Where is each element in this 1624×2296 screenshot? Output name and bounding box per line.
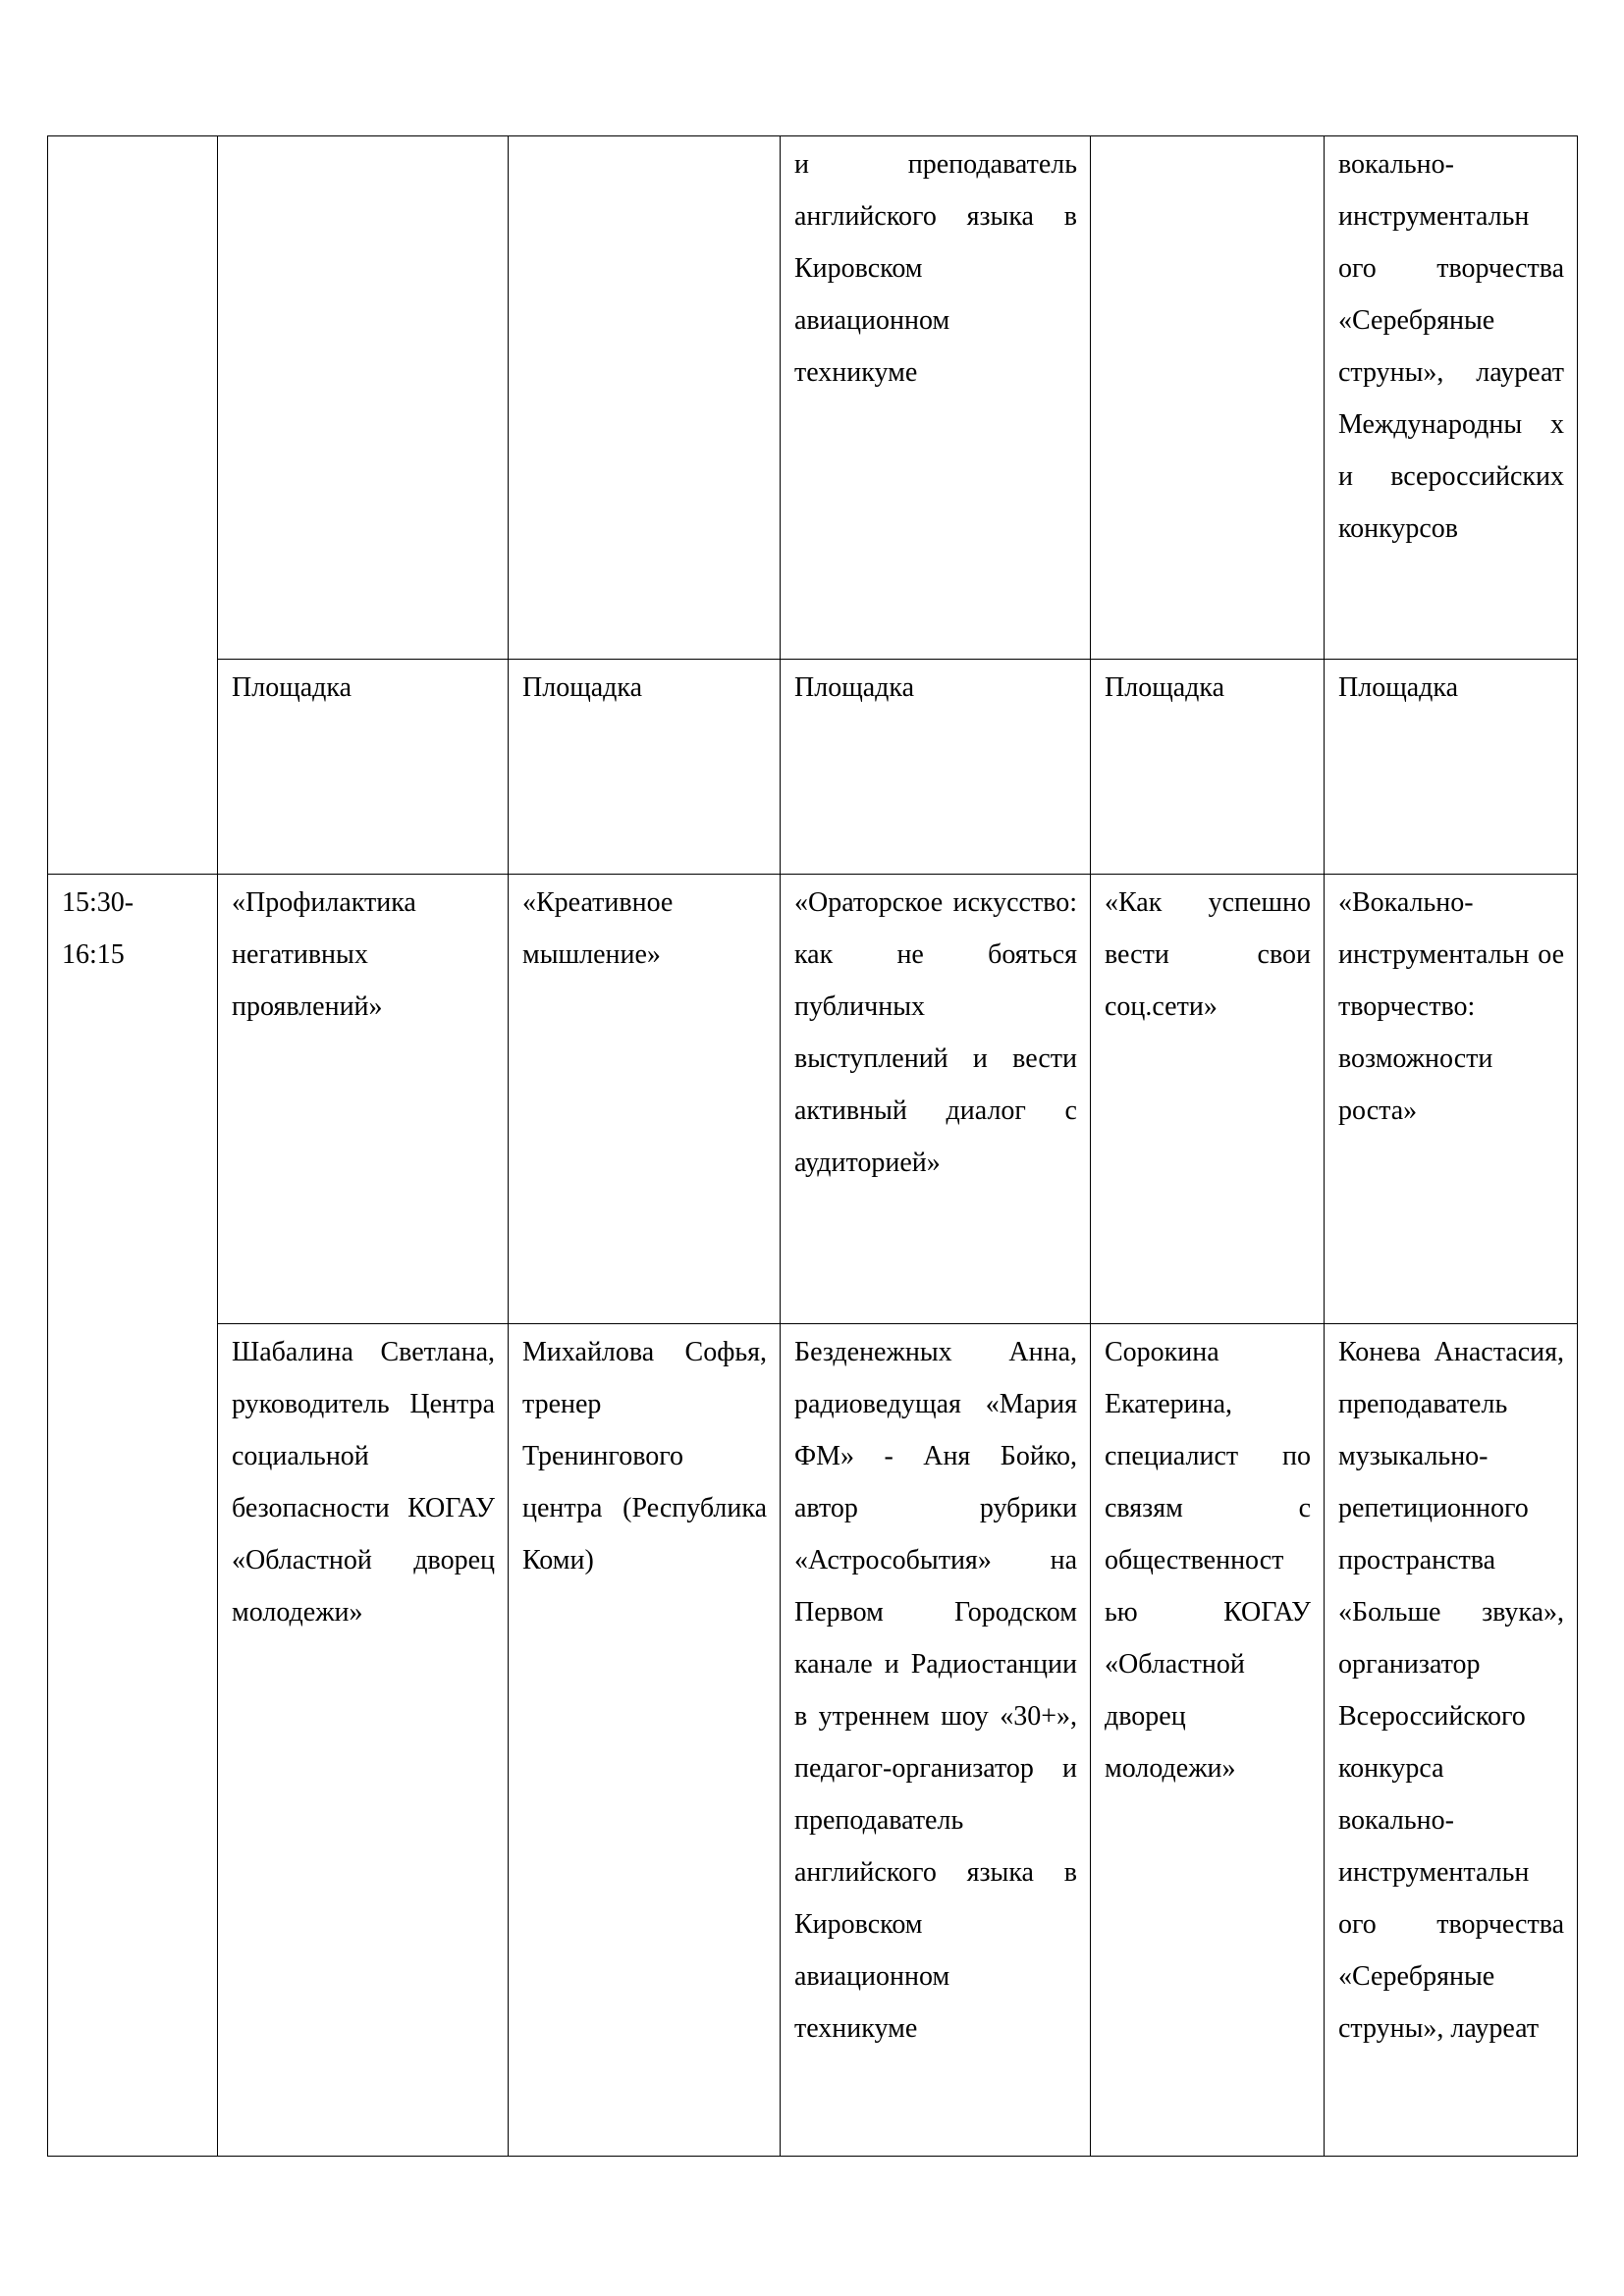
venue-label: Площадка xyxy=(1338,672,1459,703)
speaker-cell xyxy=(1091,1324,1325,2157)
venue-label: Площадка xyxy=(794,672,915,703)
topic-cell xyxy=(509,875,781,1324)
table-row-continuation xyxy=(48,136,1578,660)
speaker-info: Шабалина Светлана, руководитель Центра социальной безопасности КОГАУ «Областной дворец молодежи» xyxy=(232,1337,495,1628)
time-cell-previous-session xyxy=(48,136,218,875)
table-cell xyxy=(1325,136,1578,660)
speaker-info: Конева Анастасия, преподаватель музыкально-репетиционного пространства «Больше звука», организатор Всероссийского конкурса вокально-инструментальн ого творчества «Серебряные струны», лауреат xyxy=(1338,1337,1564,2044)
speaker-info: Сорокина Екатерина, специалист по связям с общественност ью КОГАУ «Областной дворец молодежи» xyxy=(1105,1337,1311,1784)
time-cell xyxy=(48,875,218,2157)
speaker-cell xyxy=(218,1324,509,2157)
speaker-cell xyxy=(509,1324,781,2157)
speaker-continuation-text: и преподаватель английского языка в Кировском авиационном техникуме xyxy=(794,149,1077,388)
topic-cell xyxy=(781,875,1091,1324)
venue-cell xyxy=(509,660,781,875)
schedule-table xyxy=(47,135,1578,2157)
venue-cell xyxy=(781,660,1091,875)
speaker-cell xyxy=(1325,1324,1578,2157)
topic-title: «Профилактика негативных проявлений» xyxy=(232,887,416,1022)
table-row-topics xyxy=(48,875,1578,1324)
table-row-speakers xyxy=(48,1324,1578,2157)
table-cell xyxy=(1091,136,1325,660)
table-cell xyxy=(509,136,781,660)
topic-title: «Креативное мышление» xyxy=(522,887,674,970)
table-cell xyxy=(781,136,1091,660)
venue-cell xyxy=(218,660,509,875)
speaker-continuation-text: вокально-инструментальн ого творчества «Серебряные струны», лауреат Международны х и всероссийских конкурсов xyxy=(1338,149,1564,544)
table-row-venue xyxy=(48,660,1578,875)
speaker-cell xyxy=(781,1324,1091,2157)
topic-cell xyxy=(218,875,509,1324)
speaker-info: Безденежных Анна, радиоведущая «Мария ФМ» - Аня Бойко, автор рубрики «Астрособытия» на Первом Городском канале и Радиостанции в утреннем шоу «30+», педагог-организатор и преподаватель английского языка в Кировском авиационном техникуме xyxy=(794,1337,1077,2044)
table-cell xyxy=(218,136,509,660)
venue-label: Площадка xyxy=(232,672,352,703)
topic-title: «Как успешно вести свои соц.сети» xyxy=(1105,887,1311,1022)
session-time: 15:30- 16:15 xyxy=(62,887,135,970)
venue-cell xyxy=(1091,660,1325,875)
venue-label: Площадка xyxy=(522,672,643,703)
topic-cell xyxy=(1325,875,1578,1324)
topic-title: «Ораторское искусство: как не бояться публичных выступлений и вести активный диалог с аудиторией» xyxy=(794,887,1077,1178)
speaker-info: Михайлова Софья, тренер Тренингового центра (Республика Коми) xyxy=(522,1337,767,1575)
topic-cell xyxy=(1091,875,1325,1324)
venue-label: Площадка xyxy=(1105,672,1225,703)
venue-cell xyxy=(1325,660,1578,875)
topic-title: «Вокально-инструментальн ое творчество: возможности роста» xyxy=(1338,887,1564,1126)
